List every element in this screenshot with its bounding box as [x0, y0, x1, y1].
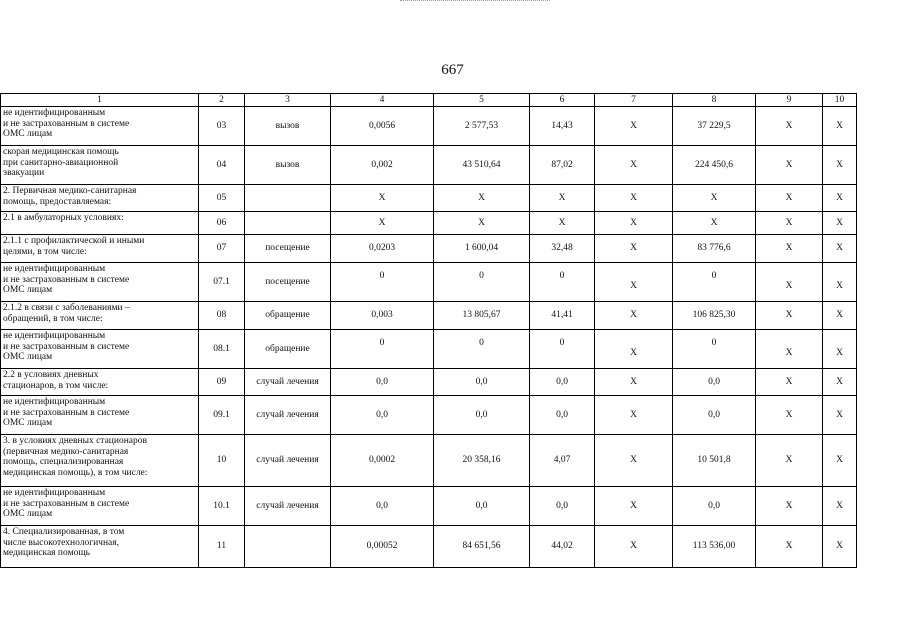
value-cell [595, 185, 673, 212]
cell-text: 0,0 [556, 409, 568, 420]
cell-text: 0,002 [371, 159, 393, 170]
row-name-cell: скорая медицинская помощь при санитарно-авиационной эвакуации [1, 146, 199, 185]
cell-text: 87,02 [551, 159, 573, 170]
value-cell [673, 146, 756, 185]
value-cell [199, 185, 245, 212]
cell-text: 07 [216, 243, 227, 254]
header-cell: 6 [530, 94, 595, 107]
scan-artifact [400, 0, 550, 4]
cell-text: случай лечения [256, 500, 319, 511]
header-cell: 2 [199, 94, 245, 107]
value-cell [823, 487, 857, 526]
value-cell [756, 263, 823, 302]
cell-text: Х [836, 347, 843, 358]
value-cell [245, 487, 331, 526]
value-cell [199, 487, 245, 526]
value-cell [434, 435, 530, 487]
cell-text: Х [785, 192, 793, 203]
value-cell [331, 263, 434, 302]
value-cell [823, 263, 857, 302]
value-cell [331, 396, 434, 435]
cell-text: Х [785, 280, 793, 291]
value-cell [530, 396, 595, 435]
table-row [1, 263, 857, 302]
value-cell [245, 263, 331, 302]
cell-text: 0,0056 [368, 120, 396, 131]
cell-text: вызов [275, 159, 300, 170]
cell-text: Х [836, 409, 843, 420]
cell-text: 0,00052 [366, 541, 398, 552]
value-cell [673, 107, 756, 146]
row-name-cell: не идентифицированным и не застрахованным в системе ОМС лицам [1, 107, 199, 146]
table-row [1, 146, 857, 185]
cell-text: Х [785, 243, 793, 254]
cell-text: 43 510,64 [462, 159, 501, 170]
row-name-cell: не идентифицированным и не застрахованным в системе ОМС лицам [1, 487, 199, 526]
cell-text: 11 [216, 541, 227, 552]
row-name-cell: 2.2 в условиях дневных стационаров, в том числе: [1, 369, 199, 396]
cell-text: 2 577,53 [464, 120, 499, 131]
cell-text: Х [836, 120, 843, 131]
cell-text: обращение [265, 310, 310, 321]
table-row [1, 185, 857, 212]
cell-text: 0,0 [708, 409, 720, 420]
value-cell [673, 396, 756, 435]
cell-text: Х [785, 409, 793, 420]
cell-text: Х [630, 159, 637, 170]
cell-text: 0 [479, 337, 484, 348]
cell-text: Х [785, 120, 793, 131]
value-cell [199, 107, 245, 146]
cell-text: 09 [216, 376, 227, 387]
cell-text: Х [630, 217, 637, 228]
header-cell: 9 [756, 94, 823, 107]
value-cell [595, 435, 673, 487]
value-cell [434, 302, 530, 330]
value-cell [823, 330, 857, 369]
cell-text: 08.1 [213, 343, 230, 354]
cell-text: 0,0 [556, 500, 568, 511]
value-cell [331, 146, 434, 185]
value-cell [673, 185, 756, 212]
cell-text: Х [378, 217, 386, 228]
value-cell [331, 107, 434, 146]
cell-text: 84 651,56 [462, 541, 501, 552]
cell-text: 1 600,04 [464, 243, 499, 254]
cell-text: Х [836, 192, 843, 203]
table-row [1, 435, 857, 487]
value-cell [756, 330, 823, 369]
cell-text: 32,48 [551, 243, 573, 254]
value-cell [673, 526, 756, 568]
cell-text: Х [558, 192, 566, 203]
cell-text: случай лечения [256, 409, 319, 420]
value-cell [199, 146, 245, 185]
value-cell [434, 107, 530, 146]
value-cell [434, 526, 530, 568]
cell-text: Х [710, 192, 718, 203]
value-cell [756, 185, 823, 212]
cell-text: Х [785, 376, 793, 387]
value-cell [756, 369, 823, 396]
cell-text: Х [630, 541, 637, 552]
cell-text: Х [630, 310, 637, 321]
cell-text: 0,0 [708, 376, 720, 387]
value-cell [823, 302, 857, 330]
value-cell [434, 185, 530, 212]
cell-text: Х [710, 217, 718, 228]
value-cell [595, 107, 673, 146]
row-name-cell: 2.1.1 с профилактической и иными целями, в том числе: [1, 235, 199, 263]
value-cell [595, 212, 673, 235]
value-cell [434, 146, 530, 185]
value-cell [245, 435, 331, 487]
row-name-cell: 3. в условиях дневных стационаров (первичная медико-санитарная помощь, специализированная медицинская помощь), в том числе: [1, 435, 199, 487]
cell-text: Х [836, 455, 843, 466]
value-cell [823, 146, 857, 185]
header-cell: 10 [823, 94, 857, 107]
value-cell [199, 526, 245, 568]
value-cell [756, 212, 823, 235]
cell-text: 06 [216, 217, 227, 228]
header-cell: 1 [1, 94, 199, 107]
value-cell [673, 330, 756, 369]
cell-text: Х [785, 541, 793, 552]
cell-text: 0,0 [376, 409, 388, 420]
cell-text: 41,41 [551, 310, 573, 321]
cell-text: обращение [265, 343, 310, 354]
value-cell [673, 487, 756, 526]
cell-text: Х [785, 347, 793, 358]
value-cell [199, 369, 245, 396]
cell-text: Х [785, 310, 793, 321]
cell-text: Х [836, 376, 843, 387]
page-number: 667 [441, 62, 464, 78]
table-row [1, 369, 857, 396]
cell-text: Х [785, 455, 793, 466]
header-cell: 7 [595, 94, 673, 107]
row-name-cell: 2.1.2 в связи с заболеваниями – обращений, в том числе: [1, 302, 199, 330]
value-cell [595, 526, 673, 568]
value-cell [245, 185, 331, 212]
cell-text: 05 [216, 192, 227, 203]
value-cell [245, 235, 331, 263]
value-cell [434, 487, 530, 526]
value-cell [434, 330, 530, 369]
table-row [1, 330, 857, 369]
value-cell [823, 526, 857, 568]
table-row [1, 235, 857, 263]
cell-text: Х [785, 159, 793, 170]
value-cell [434, 369, 530, 396]
cell-text: 4,07 [553, 455, 571, 466]
value-cell [756, 146, 823, 185]
header-cell: 8 [673, 94, 756, 107]
cell-text: Х [785, 217, 793, 228]
value-cell [823, 435, 857, 487]
value-cell [331, 526, 434, 568]
value-cell [199, 330, 245, 369]
value-cell [595, 146, 673, 185]
cell-text: Х [630, 120, 637, 131]
cell-text: Х [630, 347, 637, 358]
value-cell [595, 487, 673, 526]
value-cell [245, 302, 331, 330]
cell-text: Х [630, 455, 637, 466]
value-cell [756, 107, 823, 146]
value-cell [673, 369, 756, 396]
cell-text: 0 [559, 337, 565, 348]
cell-text: 83 776,6 [697, 243, 731, 254]
value-cell [199, 302, 245, 330]
value-cell [756, 526, 823, 568]
value-cell [823, 185, 857, 212]
value-cell [530, 526, 595, 568]
value-cell [530, 369, 595, 396]
cell-text: 0,0 [475, 376, 488, 387]
cell-text: Х [836, 217, 843, 228]
cell-text: Х [630, 376, 637, 387]
value-cell [823, 212, 857, 235]
cell-text: 0 [379, 337, 385, 348]
row-name-cell: не идентифицированным и не застрахованным в системе ОМС лицам [1, 263, 199, 302]
table-row [1, 212, 857, 235]
row-name-cell: 2. Первичная медико-санитарная помощь, предоставляемая: [1, 185, 199, 212]
value-cell [823, 235, 857, 263]
value-cell [673, 263, 756, 302]
value-cell [245, 212, 331, 235]
value-cell [245, 146, 331, 185]
value-cell [199, 235, 245, 263]
cell-text: 0 [559, 270, 565, 281]
cell-text: 0,003 [371, 310, 393, 321]
cell-text: Х [785, 500, 793, 511]
row-name-cell: 2.1 в амбулаторных условиях: [1, 212, 199, 235]
value-cell [434, 235, 530, 263]
value-cell [199, 435, 245, 487]
value-cell [245, 107, 331, 146]
cell-text: 0 [479, 270, 484, 281]
data-table [0, 93, 857, 568]
cell-text: 10 [216, 455, 227, 466]
value-cell [245, 330, 331, 369]
cell-text: 0 [379, 270, 385, 281]
cell-text: 0,0 [376, 376, 388, 387]
table-row [1, 107, 857, 146]
cell-text: 0 [711, 337, 717, 348]
cell-text: Х [836, 310, 843, 321]
value-cell [530, 146, 595, 185]
value-cell [673, 235, 756, 263]
value-cell [530, 330, 595, 369]
cell-text: 0,0 [376, 500, 388, 511]
header-cell: 4 [331, 94, 434, 107]
value-cell [530, 107, 595, 146]
value-cell [756, 396, 823, 435]
cell-text: 08 [216, 310, 227, 321]
value-cell [756, 487, 823, 526]
value-cell [245, 526, 331, 568]
cell-text: случай лечения [256, 455, 319, 466]
cell-text: 10.1 [213, 500, 230, 511]
cell-text: 0,0 [556, 376, 568, 387]
value-cell [530, 212, 595, 235]
table-row [1, 396, 857, 435]
table-row [1, 526, 857, 568]
cell-text: случай лечения [256, 376, 319, 387]
value-cell [673, 302, 756, 330]
value-cell [331, 369, 434, 396]
cell-text: 0,0203 [368, 243, 396, 254]
value-cell [756, 302, 823, 330]
value-cell [199, 263, 245, 302]
value-cell [331, 235, 434, 263]
value-cell [331, 487, 434, 526]
value-cell [595, 369, 673, 396]
cell-text: 44,02 [551, 541, 573, 552]
header-cell: 3 [245, 94, 331, 107]
value-cell [530, 487, 595, 526]
cell-text: 106 825,30 [692, 310, 736, 321]
value-cell [530, 435, 595, 487]
cell-text: 0,0 [475, 409, 488, 420]
value-cell [245, 369, 331, 396]
cell-text: 07.1 [213, 276, 230, 287]
cell-text: Х [836, 280, 843, 291]
value-cell [823, 107, 857, 146]
table-row [1, 487, 857, 526]
cell-text: Х [630, 192, 637, 203]
row-name-cell: не идентифицированным и не застрахованным в системе ОМС лицам [1, 330, 199, 369]
cell-text: 224 450,6 [695, 159, 733, 170]
value-cell [331, 302, 434, 330]
value-cell [530, 185, 595, 212]
value-cell [331, 185, 434, 212]
value-cell [595, 302, 673, 330]
value-cell [199, 212, 245, 235]
cell-text: Х [630, 280, 637, 291]
cell-text: 0,0 [708, 500, 720, 511]
cell-text: Х [630, 500, 637, 511]
cell-text: Х [836, 159, 843, 170]
value-cell [434, 212, 530, 235]
value-cell [199, 396, 245, 435]
header-cell: 5 [434, 94, 530, 107]
cell-text: 09.1 [213, 409, 230, 420]
value-cell [595, 330, 673, 369]
value-cell [434, 263, 530, 302]
value-cell [530, 235, 595, 263]
value-cell [823, 369, 857, 396]
cell-text: 14,43 [551, 120, 573, 131]
value-cell [331, 330, 434, 369]
value-cell [673, 435, 756, 487]
cell-text: 0 [711, 270, 717, 281]
cell-text: вызов [275, 120, 300, 131]
cell-text: посещение [265, 276, 310, 287]
row-name-cell: не идентифицированным и не застрахованным в системе ОМС лицам [1, 396, 199, 435]
cell-text: 04 [216, 159, 227, 170]
cell-text: Х [478, 192, 485, 203]
value-cell [434, 396, 530, 435]
cell-text: Х [478, 217, 485, 228]
cell-text: 13 805,67 [462, 310, 501, 321]
cell-text: посещение [265, 243, 310, 254]
cell-text: Х [630, 243, 637, 254]
cell-text: 10 501,8 [697, 455, 731, 466]
value-cell [756, 235, 823, 263]
table-row [1, 302, 857, 330]
cell-text: Х [836, 243, 843, 254]
cell-text: Х [558, 217, 566, 228]
cell-text: 03 [216, 120, 227, 131]
cell-text: Х [630, 409, 637, 420]
cell-text: 20 358,16 [462, 455, 501, 466]
table-header-row [1, 94, 857, 107]
cell-text: 113 536,00 [692, 541, 736, 552]
cell-text: Х [378, 192, 386, 203]
cell-text: 0,0002 [368, 455, 396, 466]
cell-text: Х [836, 500, 843, 511]
value-cell [245, 396, 331, 435]
value-cell [595, 263, 673, 302]
value-cell [331, 435, 434, 487]
value-cell [823, 396, 857, 435]
cell-text: Х [836, 541, 843, 552]
value-cell [530, 263, 595, 302]
cell-text: 37 229,5 [697, 120, 731, 131]
value-cell [756, 435, 823, 487]
value-cell [595, 396, 673, 435]
value-cell [595, 235, 673, 263]
value-cell [331, 212, 434, 235]
row-name-cell: 4. Специализированная, в том числе высокотехнологичная, медицинская помощь [1, 526, 199, 568]
cell-text: 0,0 [475, 500, 488, 511]
value-cell [530, 302, 595, 330]
value-cell [673, 212, 756, 235]
